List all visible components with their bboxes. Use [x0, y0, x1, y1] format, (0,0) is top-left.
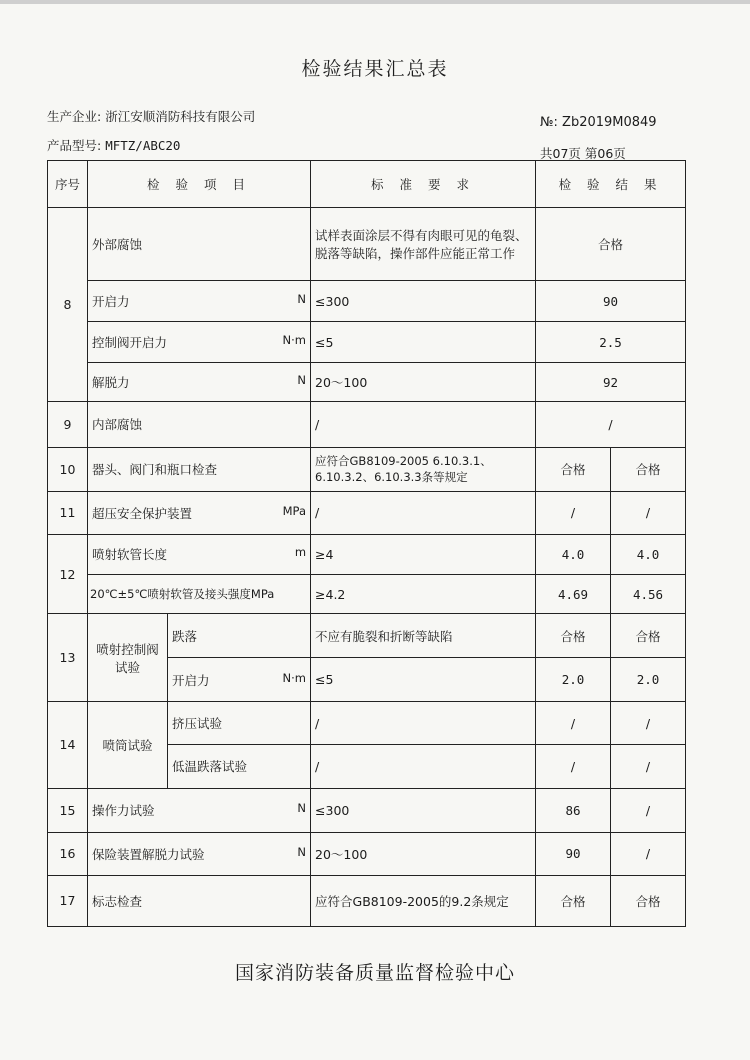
unit-label: N — [297, 292, 307, 307]
standard-cell: ≥4.2 — [311, 575, 536, 614]
standard-cell: 20～100 — [311, 832, 536, 875]
company-line — [47, 107, 255, 125]
page-count: 共07页 第06页 — [540, 146, 626, 161]
result-cell-2: 合格 — [611, 447, 686, 491]
result-cell-1: 86 — [536, 788, 611, 832]
result-cell-1: 2.0 — [536, 658, 611, 702]
result-cell: / — [536, 401, 686, 447]
report-number: №: Zb2019M0849 — [540, 115, 657, 130]
item-cell: 挤压试验 — [168, 702, 311, 745]
result-cell-1: / — [536, 745, 611, 788]
company-label: 生产企业: — [47, 109, 102, 124]
standard-cell: 应符合GB8109-2005的9.2条规定 — [311, 875, 536, 926]
result-cell-2: 合格 — [611, 875, 686, 926]
model-line — [47, 136, 180, 154]
model-value: MFTZ/ABC20 — [105, 138, 181, 153]
unit-label: N — [297, 801, 307, 816]
results-table — [47, 160, 686, 927]
unit-label: N — [297, 844, 307, 859]
item-label: 操作力试验 — [92, 803, 155, 819]
table-row — [48, 447, 686, 491]
item-cell — [88, 363, 311, 401]
result-cell-2: / — [611, 832, 686, 875]
item-label: 开启力 — [172, 672, 210, 688]
page-top-edge — [0, 0, 750, 4]
seq-cell: 10 — [48, 447, 88, 491]
standard-cell: 不应有脆裂和折断等缺陷 — [311, 614, 536, 658]
standard-cell: ≤300 — [311, 281, 536, 322]
seq-cell: 13 — [48, 614, 88, 702]
result-cell-2: / — [611, 745, 686, 788]
standard-cell: / — [311, 401, 536, 447]
item-cell: 外部腐蚀 — [88, 208, 311, 281]
result-cell-2: 4.0 — [611, 534, 686, 574]
table-row — [48, 491, 686, 534]
table-row — [48, 832, 686, 875]
seq-cell: 14 — [48, 702, 88, 788]
result-cell: 合格 — [536, 208, 686, 281]
header-row — [48, 161, 686, 208]
result-cell: 90 — [536, 281, 686, 322]
result-cell-1: / — [536, 491, 611, 534]
seq-cell: 15 — [48, 788, 88, 832]
header-seq: 序号 — [48, 161, 88, 208]
item-cell — [88, 832, 311, 875]
header-result: 检 验 结 果 — [536, 161, 686, 208]
table-row — [48, 534, 686, 574]
group-cell: 喷射控制阀试验 — [88, 614, 168, 702]
item-label: 保险装置解脱力试验 — [92, 846, 205, 862]
table-row — [48, 614, 686, 658]
unit-label: N·m — [282, 670, 307, 685]
unit-label: m — [294, 545, 307, 560]
model-label: 产品型号: — [47, 138, 102, 153]
item-cell — [88, 788, 311, 832]
seq-cell: 8 — [48, 208, 88, 401]
seq-cell: 17 — [48, 875, 88, 926]
unit-label: MPa — [282, 503, 307, 518]
result-cell-2: 2.0 — [611, 658, 686, 702]
unit-label: N·m — [282, 333, 307, 348]
item-cell — [168, 658, 311, 702]
issuer-name: 国家消防装备质量监督检验中心 — [234, 962, 515, 984]
item-cell — [88, 281, 311, 322]
result-cell-1: 合格 — [536, 614, 611, 658]
standard-cell: ≥4 — [311, 534, 536, 574]
standard-cell: 试样表面涂层不得有肉眼可见的龟裂、脱落等缺陷，操作部件应能正常工作 — [311, 208, 536, 281]
item-cell: 内部腐蚀 — [88, 401, 311, 447]
standard-cell: 应符合GB8109-2005 6.10.3.1、6.10.3.2、6.10.3.3条等规定 — [311, 447, 536, 491]
standard-cell: ≤5 — [311, 322, 536, 363]
standard-cell: 20～100 — [311, 363, 536, 401]
table-row — [48, 322, 686, 363]
result-cell-1: / — [536, 702, 611, 745]
item-cell — [88, 322, 311, 363]
table-row — [48, 875, 686, 926]
table-row — [48, 401, 686, 447]
item-cell — [88, 491, 311, 534]
table-row — [48, 281, 686, 322]
result-cell-2: / — [611, 702, 686, 745]
standard-cell: / — [311, 491, 536, 534]
company-value: 浙江安顺消防科技有限公司 — [105, 109, 256, 124]
header-item: 检 验 项 目 — [88, 161, 311, 208]
result-cell-1: 90 — [536, 832, 611, 875]
result-cell-1: 4.0 — [536, 534, 611, 574]
result-cell: 2.5 — [536, 322, 686, 363]
unit-label: N — [297, 373, 307, 388]
result-cell-1: 4.69 — [536, 575, 611, 614]
result-cell-2: / — [611, 788, 686, 832]
result-cell: 92 — [536, 363, 686, 401]
result-cell-1: 合格 — [536, 447, 611, 491]
table-row — [48, 575, 686, 614]
result-cell-2: 合格 — [611, 614, 686, 658]
standard-cell: ≤300 — [311, 788, 536, 832]
seq-cell: 9 — [48, 401, 88, 447]
item-cell: 跌落 — [168, 614, 311, 658]
seq-cell: 11 — [48, 491, 88, 534]
item-label: 喷射软管长度 — [92, 547, 168, 563]
standard-cell: / — [311, 745, 536, 788]
seq-cell: 12 — [48, 534, 88, 613]
result-cell-1: 合格 — [536, 875, 611, 926]
item-cell: 器头、阀门和瓶口检查 — [88, 447, 311, 491]
item-label: 控制阀开启力 — [92, 335, 168, 351]
header-standard: 标 准 要 求 — [311, 161, 536, 208]
item-cell — [88, 534, 311, 574]
standard-cell: ≤5 — [311, 658, 536, 702]
item-label: 解脱力 — [92, 375, 130, 391]
table-row — [48, 363, 686, 401]
item-cell: 标志检查 — [88, 875, 311, 926]
table-row — [48, 208, 686, 281]
result-cell-2: / — [611, 491, 686, 534]
table-row — [48, 788, 686, 832]
table-row — [48, 702, 686, 745]
item-cell: 20℃±5℃喷射软管及接头强度MPa — [88, 575, 311, 614]
item-label: 开启力 — [92, 294, 130, 310]
item-label: 超压安全保护装置 — [92, 505, 193, 521]
group-cell: 喷筒试验 — [88, 702, 168, 788]
standard-cell: / — [311, 702, 536, 745]
seq-cell: 16 — [48, 832, 88, 875]
result-cell-2: 4.56 — [611, 575, 686, 614]
page-title: 检验结果汇总表 — [301, 58, 449, 80]
item-cell: 低温跌落试验 — [168, 745, 311, 788]
